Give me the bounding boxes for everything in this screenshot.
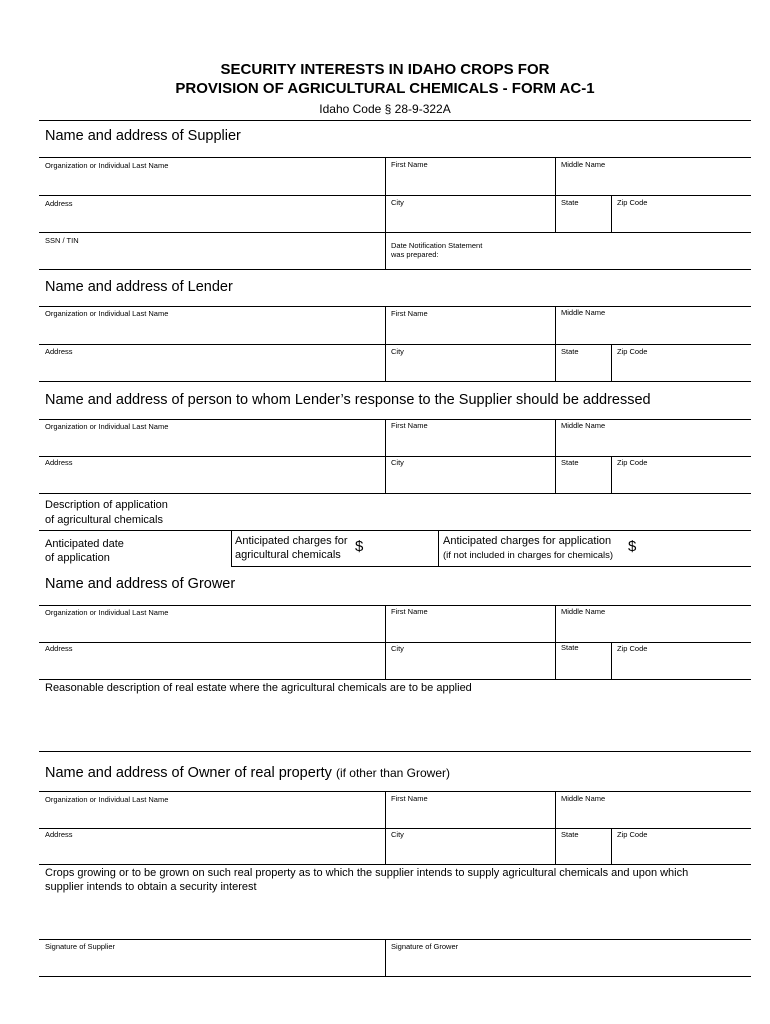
crops-description-label-1: Crops growing or to be grown on such real property as to which the supplier intends to supply agricultural chemicals and upon which (45, 867, 689, 879)
response-zip-field[interactable]: Zip Code (617, 458, 648, 467)
charges-application-field[interactable] (443, 535, 613, 562)
rule (385, 306, 386, 381)
supplier-heading: Name and address of Supplier (45, 128, 241, 144)
response-city-field[interactable]: City (391, 458, 404, 467)
grower-last-name-field[interactable]: Organization or Individual Last Name (45, 608, 169, 617)
rule (385, 419, 386, 493)
grower-middle-name-field[interactable]: Middle Name (561, 607, 606, 616)
charges-chemicals-field[interactable] (235, 535, 348, 562)
rule (39, 269, 751, 270)
crops-description-label-2: supplier intends to obtain a security interest (45, 881, 257, 893)
owner-first-name-field[interactable]: First Name (391, 794, 428, 803)
header-rule (39, 120, 751, 121)
rule (611, 828, 612, 864)
rule (39, 605, 751, 606)
response-address-field[interactable]: Address (45, 458, 73, 467)
grower-signature-field[interactable]: Signature of Grower (391, 942, 459, 951)
supplier-zip-field[interactable]: Zip Code (617, 198, 648, 207)
rule (39, 976, 751, 977)
rule (39, 381, 751, 382)
supplier-last-name-field[interactable]: Organization or Individual Last Name (45, 161, 169, 170)
response-middle-name-field[interactable]: Middle Name (561, 421, 606, 430)
rule (39, 939, 751, 940)
rule (39, 642, 751, 643)
supplier-signature-field[interactable]: Signature of Supplier (45, 942, 116, 951)
application-description-label-1: Description of application (45, 499, 168, 511)
rule (39, 344, 751, 345)
response-heading: Name and address of person to whom Lender’s response to the Supplier should be addressed (45, 392, 651, 408)
rule (555, 791, 556, 864)
owner-city-field[interactable]: City (391, 830, 404, 839)
rule (385, 605, 386, 679)
lender-heading: Name and address of Lender (45, 279, 233, 295)
response-last-name-field[interactable]: Organization or Individual Last Name (45, 422, 169, 431)
rule (438, 530, 439, 566)
rule (39, 530, 751, 531)
rule (385, 791, 386, 864)
supplier-first-name-field[interactable]: First Name (391, 160, 428, 169)
form-title-line2: PROVISION OF AGRICULTURAL CHEMICALS - FORM AC-1 (175, 80, 595, 97)
anticipated-date-label-1: Anticipated date (45, 538, 124, 550)
owner-address-field[interactable]: Address (45, 830, 73, 839)
lender-address-field[interactable]: Address (45, 347, 73, 356)
charges-application-label-1: Anticipated charges for application (443, 535, 612, 547)
grower-address-field[interactable]: Address (45, 644, 73, 653)
lender-state-field[interactable]: State (561, 347, 579, 356)
grower-zip-field[interactable]: Zip Code (617, 644, 648, 653)
rule (555, 419, 556, 493)
rule (231, 566, 751, 567)
rule (611, 195, 612, 232)
owner-state-field[interactable]: State (561, 830, 579, 839)
rule (555, 306, 556, 381)
rule (555, 605, 556, 679)
currency-symbol: $ (355, 538, 364, 555)
rule (611, 642, 612, 679)
rule (39, 864, 751, 865)
idaho-code-reference: Idaho Code § 28-9-322A (319, 102, 451, 116)
rule (39, 419, 751, 420)
rule (39, 493, 751, 494)
rule (39, 306, 751, 307)
rule (39, 195, 751, 196)
rule (39, 232, 751, 233)
anticipated-date-field[interactable] (45, 538, 124, 565)
rule (385, 157, 386, 269)
rule (39, 791, 751, 792)
supplier-address-field[interactable]: Address (45, 199, 73, 208)
owner-heading-note: (if other than Grower) (335, 766, 450, 780)
rule (39, 456, 751, 457)
date-notification-label-1: Date Notification Statement (391, 241, 483, 250)
charges-application-label-2: (if not included in charges for chemicals) (443, 550, 614, 561)
owner-last-name-field[interactable]: Organization or Individual Last Name (45, 795, 169, 804)
date-notification-label-2: was prepared: (391, 250, 439, 259)
grower-first-name-field[interactable]: First Name (391, 607, 428, 616)
crops-description-field[interactable] (45, 867, 688, 894)
rule (611, 344, 612, 381)
rule (385, 939, 386, 976)
grower-city-field[interactable]: City (391, 644, 404, 653)
anticipated-date-label-2: of application (45, 552, 110, 564)
rule (39, 751, 751, 752)
rule (611, 456, 612, 493)
rule (39, 679, 751, 680)
application-description-field[interactable] (45, 499, 168, 527)
rule (231, 530, 232, 566)
application-description-label-2: of agricultural chemicals (45, 514, 163, 526)
grower-state-field[interactable]: State (561, 643, 579, 652)
supplier-state-field[interactable]: State (561, 198, 579, 207)
real-estate-description-field[interactable]: Reasonable description of real estate where the agricultural chemicals are to be applied (45, 682, 472, 694)
lender-city-field[interactable]: City (391, 347, 404, 356)
currency-symbol: $ (628, 538, 637, 555)
rule (555, 157, 556, 232)
response-state-field[interactable]: State (561, 458, 579, 467)
supplier-ssn-field[interactable]: SSN / TIN (45, 236, 79, 245)
owner-middle-name-field[interactable]: Middle Name (561, 794, 606, 803)
supplier-middle-name-field[interactable]: Middle Name (561, 160, 606, 169)
response-first-name-field[interactable]: First Name (391, 421, 428, 430)
form-title-line1: SECURITY INTERESTS IN IDAHO CROPS FOR (220, 61, 550, 78)
grower-heading: Name and address of Grower (45, 576, 236, 592)
charges-chemicals-label-1: Anticipated charges for (235, 535, 348, 547)
lender-zip-field[interactable]: Zip Code (617, 347, 648, 356)
owner-zip-field[interactable]: Zip Code (617, 830, 648, 839)
rule (39, 157, 751, 158)
date-notification-field[interactable] (391, 241, 482, 259)
owner-heading (45, 765, 450, 781)
owner-heading-text: Name and address of Owner of real property (45, 765, 332, 781)
rule (39, 828, 751, 829)
lender-first-name-field[interactable]: First Name (391, 309, 428, 318)
lender-last-name-field[interactable]: Organization or Individual Last Name (45, 309, 169, 318)
charges-chemicals-label-2: agricultural chemicals (235, 549, 341, 561)
lender-middle-name-field[interactable]: Middle Name (561, 308, 606, 317)
supplier-city-field[interactable]: City (391, 198, 404, 207)
